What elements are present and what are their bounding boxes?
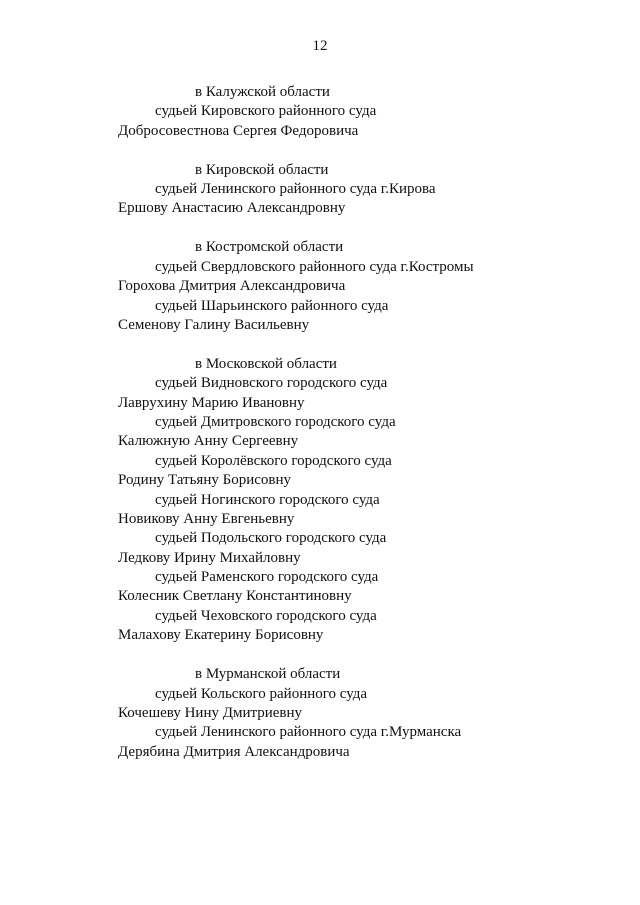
region-heading: в Московской области [195, 355, 337, 372]
court-position: судьей Чеховского городского суда [155, 607, 377, 624]
judge-name: Семенову Галину Васильевну [118, 316, 310, 333]
region-heading: в Мурманской области [195, 666, 341, 683]
court-position: судьей Ленинского районного суда г.Мурманска [155, 724, 462, 741]
judge-name: Дерябина Дмитрия Александровича [118, 743, 350, 760]
court-position: судьей Шарьинского районного суда [155, 297, 389, 314]
judge-name: Калюжную Анну Сергеевну [118, 433, 299, 450]
judge-name: Ледкову Ирину Михайловну [118, 549, 301, 566]
judge-name: Родину Татьяну Борисовну [118, 472, 292, 489]
judge-name: Лаврухину Марию Ивановну [118, 394, 305, 411]
judge-name: Новикову Анну Евгеньевну [118, 510, 295, 527]
region-heading: в Костромской области [195, 239, 344, 256]
court-position: судьей Кольского районного суда [155, 685, 368, 702]
appointments-list [0, 83, 640, 782]
judge-name: Колесник Светлану Константиновну [118, 588, 352, 605]
section-kaluga [0, 83, 640, 141]
court-position: судьей Раменского городского суда [155, 569, 379, 586]
court-position: судьей Свердловского районного суда г.Костромы [155, 258, 474, 275]
judge-name: Ершову Анастасию Александровну [118, 200, 346, 217]
court-position: судьей Кировского районного суда [155, 103, 377, 120]
section-kostroma [0, 238, 640, 335]
court-position: судьей Ногинского городского суда [155, 491, 380, 508]
court-position: судьей Ленинского районного суда г.Кирова [155, 181, 436, 198]
section-moscow [0, 355, 640, 646]
court-position: судьей Подольского городского суда [155, 530, 387, 547]
judge-name: Кочешеву Нину Дмитриевну [118, 704, 303, 721]
section-murmansk [0, 665, 640, 762]
page-number: 12 [312, 38, 328, 54]
judge-name: Горохова Дмитрия Александровича [118, 278, 346, 295]
section-kirov [0, 161, 640, 219]
court-position: судьей Королёвского городского суда [155, 452, 392, 469]
court-position: судьей Видновского городского суда [155, 375, 388, 392]
judge-name: Малахову Екатерину Борисовну [118, 627, 324, 644]
region-heading: в Кировской области [195, 161, 329, 178]
judge-name: Добросовестнова Сергея Федоровича [118, 122, 359, 139]
region-heading: в Калужской области [195, 84, 330, 100]
court-position: судьей Дмитровского городского суда [155, 413, 396, 430]
